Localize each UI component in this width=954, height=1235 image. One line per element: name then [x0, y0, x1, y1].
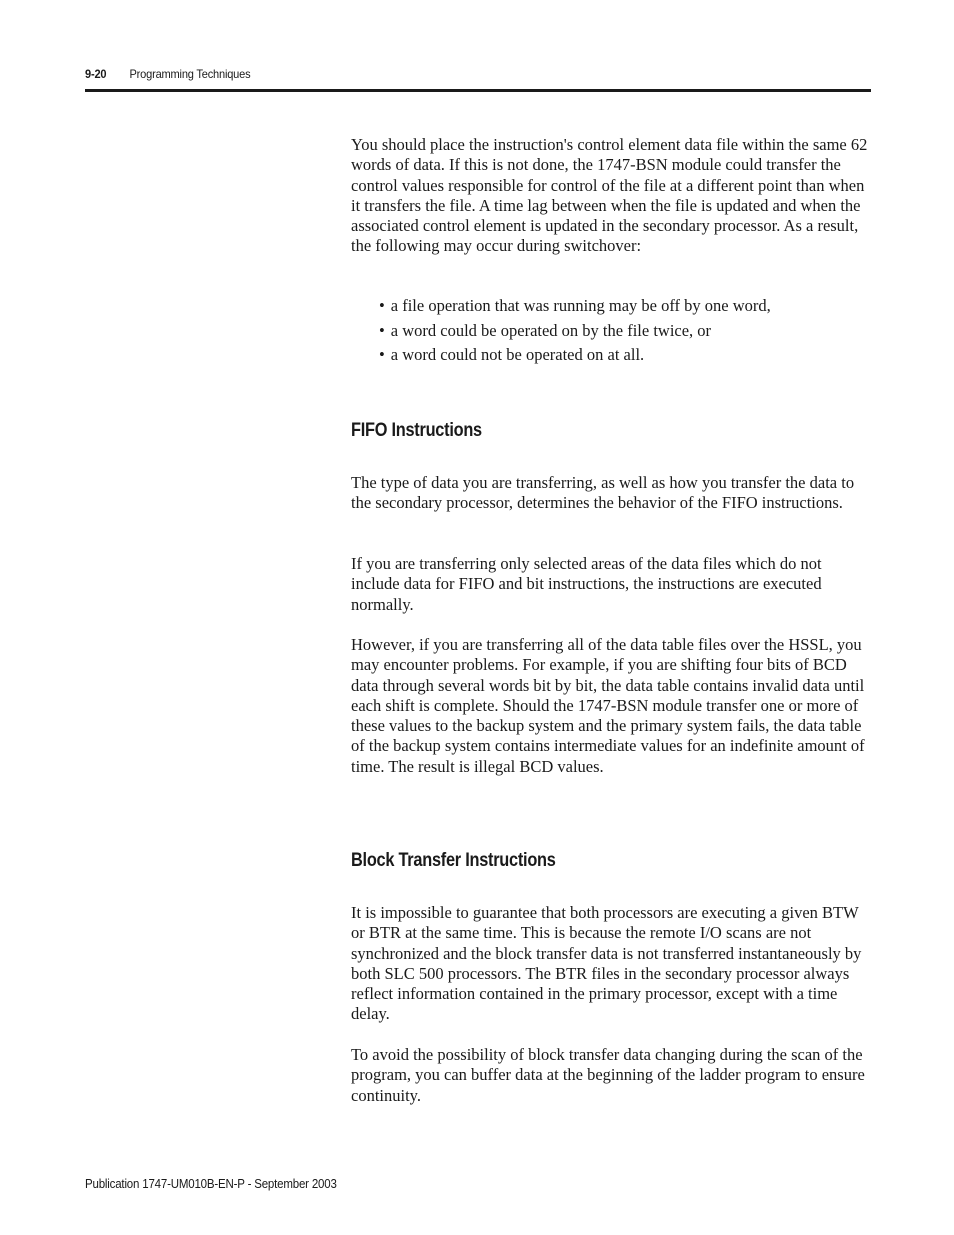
- fifo-paragraph-3: However, if you are transferring all of the data table files over the HSSL, you may encounter problems. For example, if you are shifting four bits of BCD data through several words bit by bit, the data table contains invalid data until each shift is complete. Should the 1747-BSN module transfer one or more of these values to the backup system and the primary system fails, the data table of the backup system contains intermediate values for an indefinite amount of time. The result is illegal BCD values.: [351, 635, 865, 776]
- page-footer: Publication 1747-UM010B-EN-P - September 2003: [85, 1177, 337, 1191]
- block-transfer-paragraph-1: It is impossible to guarantee that both processors are executing a given BTW or BTR at the same time. This is because the remote I/O scans are not synchronized and the block transfer data is not transferred instantaneously by both SLC 500 processors. The BTR files in the secondary processor always reflect information contained in the primary processor, except with a time delay.: [351, 903, 862, 1024]
- fifo-paragraph-2: If you are transferring only selected areas of the data files which do not include data for FIFO and bit instructions, the instructions are executed normally.: [351, 554, 822, 614]
- list-item: • a word could not be operated on at all.: [379, 345, 645, 364]
- fifo-heading: FIFO Instructions: [351, 420, 482, 441]
- bullet-icon: •: [379, 321, 385, 340]
- section-title: Programming Techniques: [129, 67, 251, 81]
- page-number: 9-20: [85, 67, 107, 81]
- block-transfer-paragraph-2: To avoid the possibility of block transfer data changing during the scan of the program, you can buffer data at the beginning of the ladder program to ensure continuity.: [351, 1045, 865, 1105]
- bullet-icon: •: [379, 345, 385, 364]
- intro-paragraph: You should place the instruction's control element data file within the same 62 words of data. If this is not done, the 1747-BSN module could transfer the control values responsible for control of the file at a different point than when it transfers the file. A time lag between when the file is updated and when the associated control element is updated in the secondary processor. As a result, the following may occur during switchover:: [351, 135, 868, 256]
- list-item: • a word could be operated on by the file twice, or: [379, 321, 712, 340]
- list-item: • a file operation that was running may be off by one word,: [379, 296, 771, 315]
- header-divider: [85, 89, 871, 92]
- block-transfer-heading: Block Transfer Instructions: [351, 850, 556, 871]
- bullet-icon: •: [379, 296, 385, 315]
- fifo-paragraph-1: The type of data you are transferring, as well as how you transfer the data to the secondary processor, determines the behavior of the FIFO instructions.: [351, 473, 855, 513]
- page-header: [85, 66, 808, 82]
